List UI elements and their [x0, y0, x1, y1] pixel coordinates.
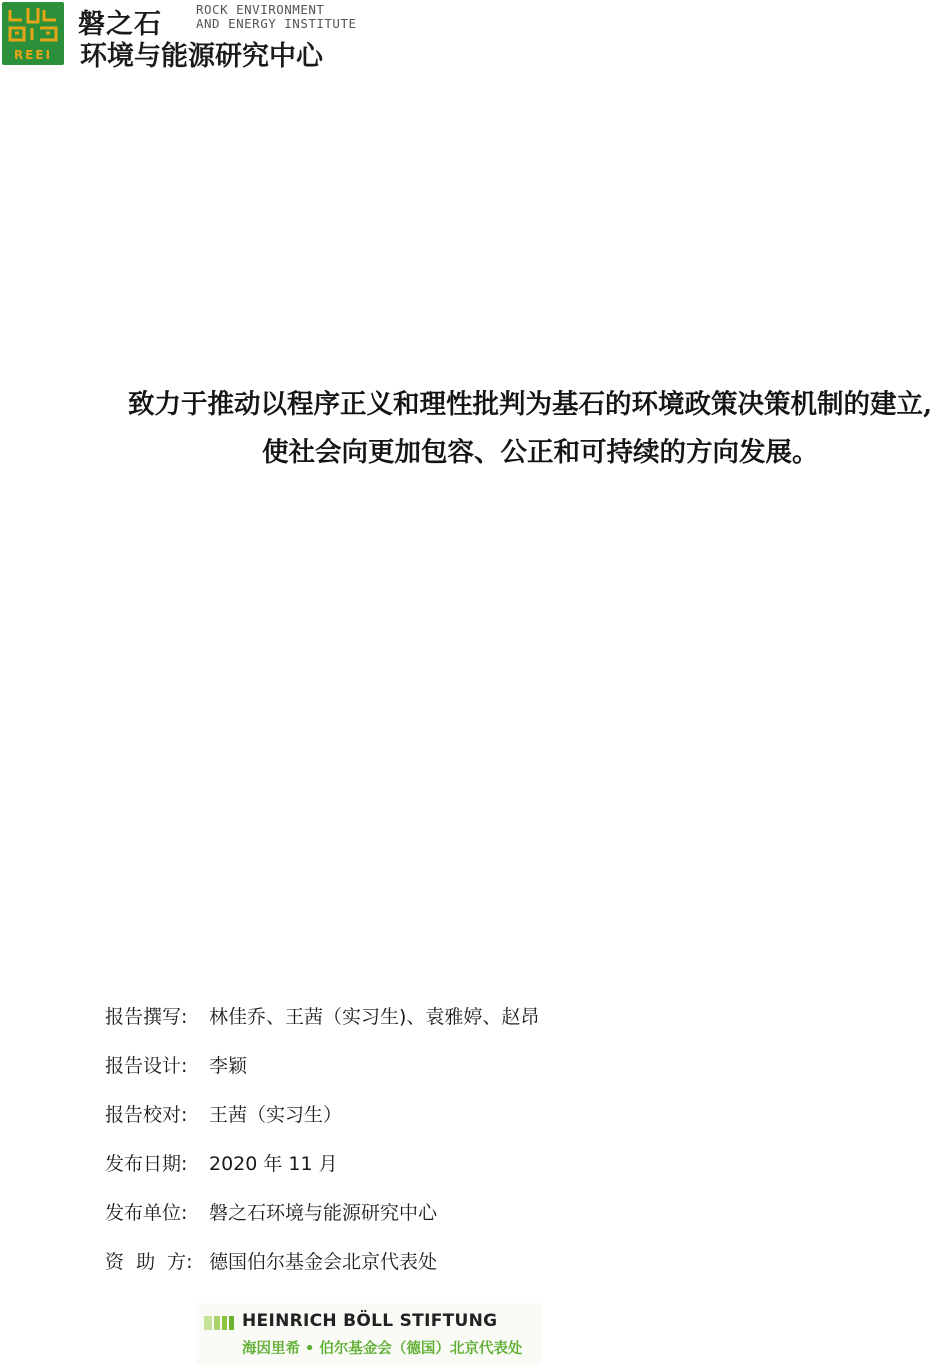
hbs-bars-icon — [204, 1316, 236, 1330]
credit-row-authors — [105, 1002, 539, 1051]
credit-label: 报告撰写: — [105, 1006, 188, 1028]
credit-label: 发布单位: — [105, 1202, 188, 1224]
credit-value: 德国伯尔基金会北京代表处 — [209, 1251, 438, 1273]
credit-label: 报告设计: — [105, 1055, 188, 1077]
mission-line-1: 致力于推动以程序正义和理性批判为基石的环境政策决策机制的建立, — [128, 389, 933, 420]
brand-name-cn: 磐之石 — [78, 9, 162, 40]
brand-name-en — [196, 3, 357, 31]
reei-mark-text: REEI — [13, 48, 53, 62]
credit-value: 2020 年 11 月 — [209, 1153, 338, 1175]
rock-glyph-icon — [2, 2, 64, 50]
credit-value: 王茜（实习生） — [209, 1104, 343, 1126]
funder-name-en: HEINRICH BÖLL STIFTUNG — [242, 1311, 498, 1331]
funder-name-cn: 海因里希 • 伯尔基金会（德国）北京代表处 — [242, 1341, 523, 1357]
brand-name-en-line1: ROCK ENVIRONMENT — [196, 2, 325, 17]
report-credits — [105, 1002, 539, 1296]
credit-row-design — [105, 1051, 539, 1100]
mission-line-2: 使社会向更加包容、公正和可持续的方向发展。 — [262, 437, 819, 468]
credit-label: 资 助 方: — [105, 1251, 193, 1273]
institute-name-cn: 环境与能源研究中心 — [80, 41, 323, 72]
credit-row-proofreading — [105, 1100, 539, 1149]
credit-label: 发布日期: — [105, 1153, 188, 1175]
heinrich-boll-logo — [196, 1303, 542, 1365]
credit-value: 李颖 — [209, 1055, 248, 1077]
credit-row-publisher — [105, 1198, 539, 1247]
brand-name-en-line2: AND ENERGY INSTITUTE — [196, 16, 357, 31]
credit-value: 林佳乔、王茜（实习生)、袁雅婷、赵昂 — [209, 1006, 540, 1028]
credit-row-funder — [105, 1247, 539, 1296]
credit-value: 磐之石环境与能源研究中心 — [209, 1202, 438, 1224]
credit-label: 报告校对: — [105, 1104, 188, 1126]
reei-logo-mark — [2, 2, 64, 65]
credit-row-date — [105, 1149, 539, 1198]
rei-logo — [0, 0, 400, 72]
